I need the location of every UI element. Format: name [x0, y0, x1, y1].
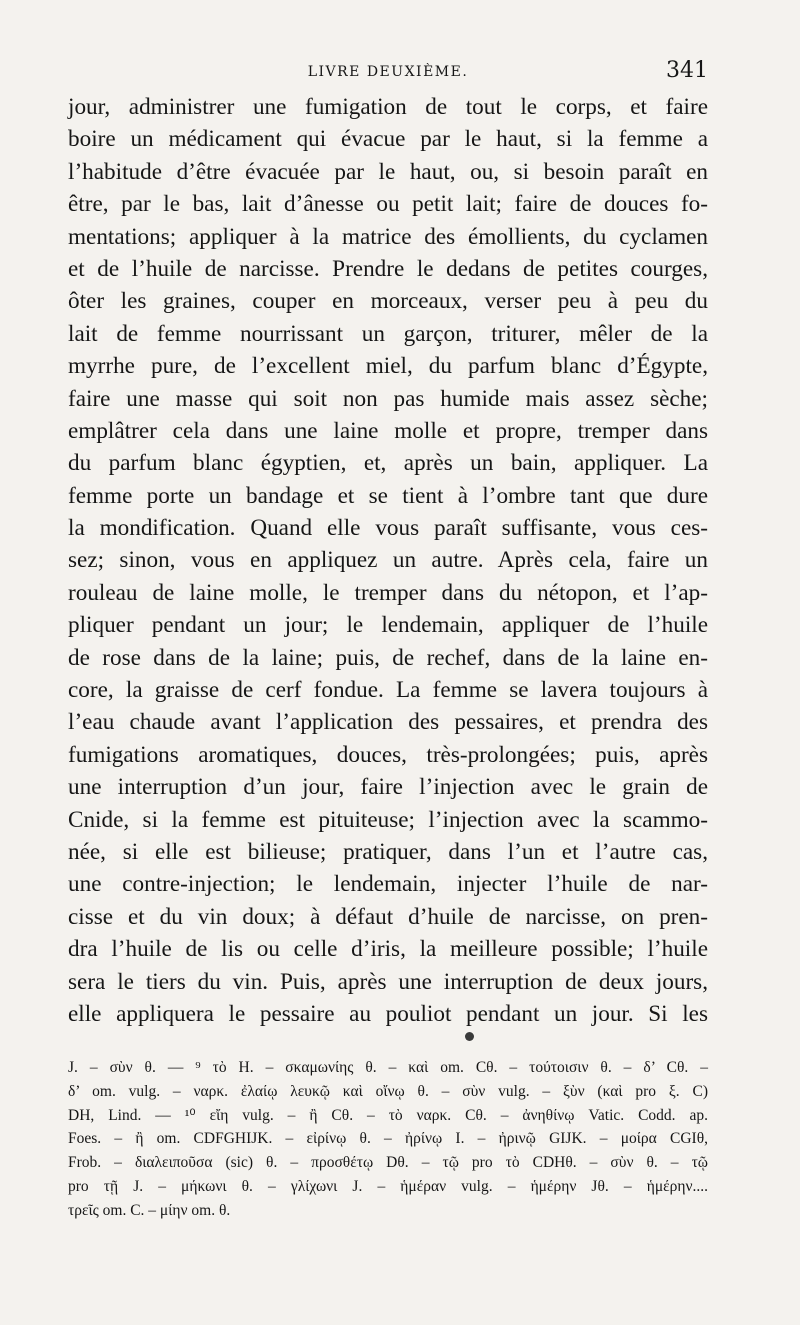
- page-number: 341: [666, 58, 708, 83]
- ink-spot: [465, 1032, 474, 1041]
- text-line: faire une masse qui soit non pas humide mais assez sèche;: [68, 385, 708, 412]
- text-line: emplâtrer cela dans une laine molle et propre, tremper dans: [68, 417, 708, 444]
- text-line: du parfum blanc égyptien, et, après un bain, appliquer. La: [68, 450, 708, 477]
- text-line: myrrhe pure, de l’excellent miel, du parfum blanc d’Égypte,: [68, 353, 708, 380]
- text-line: dra l’huile de lis ou celle d’iris, la meilleure possible; l’huile: [68, 936, 708, 963]
- text-line: la mondification. Quand elle vous paraît suffisante, vous ces-: [68, 515, 708, 542]
- text-line: et de l’huile de narcisse. Prendre le dedans de petites courges,: [68, 255, 708, 282]
- text-line: elle appliquera le pessaire au pouliot pendant un jour. Si les: [68, 1000, 708, 1027]
- running-title: LIVRE DEUXIÈME.: [307, 64, 469, 80]
- text-line: femme porte un bandage et se tient à l’ombre tant que dure: [68, 482, 708, 509]
- footnote-line: DH, Lind. — ¹⁰ εἴη vulg. – ἢ Cθ. – τὸ ναρκ. Cθ. – ἀνηθίνῳ Vatic. Codd. ap.: [68, 1106, 708, 1124]
- footnotes: [68, 1056, 708, 1223]
- text-line: sez; sinon, vous en appliquez un autre. Après cela, faire un: [68, 547, 708, 574]
- footnote-line: Frob. – διαλειποῦσα (sic) θ. – προσθέτῳ Dθ. – τῷ pro τὸ CDHθ. – σὺν θ. – τῷ: [68, 1154, 708, 1172]
- text-line: être, par le bas, lait d’ânesse ou petit lait; faire de douces fo-: [68, 191, 708, 218]
- text-line: jour, administrer une fumigation de tout le corps, et faire: [68, 94, 708, 120]
- text-line: rouleau de laine molle, le tremper dans du nétopon, et l’ap-: [68, 579, 708, 606]
- page-header: [68, 58, 708, 88]
- footnote-line: δ’ om. vulg. – ναρκ. ἐλαίῳ λευκῷ καὶ οἴνῳ θ. – σὺν vulg. – ξὺν (καὶ pro ξ. C): [68, 1082, 708, 1100]
- footnote-line: J. – σὺν θ. — ⁹ τὸ H. – σκαμωνίης θ. – καὶ om. Cθ. – τούτοισιν θ. – δ’ Cθ. –: [68, 1059, 708, 1076]
- text-line: fumigations aromatiques, douces, très-prolongées; puis, après: [68, 741, 708, 768]
- text-line: cisse et du vin doux; à défaut d’huile de narcisse, on pren-: [68, 903, 708, 930]
- text-line: mentations; appliquer à la matrice des émollients, du cyclamen: [68, 223, 708, 250]
- text-line: lait de femme nourrissant un garçon, triturer, mêler de la: [68, 320, 708, 347]
- text-line: pliquer pendant un jour; le lendemain, appliquer de l’huile: [68, 612, 708, 639]
- footnote-line: Foes. – ἢ om. CDFGHIJK. – εἰρίνῳ θ. – ἠρίνῳ I. – ἠρινῷ GIJK. – μοίρα CGIθ,: [68, 1130, 708, 1148]
- text-line: Cnide, si la femme est pituiteuse; l’injection avec la scammo-: [68, 806, 708, 833]
- text-line: boire un médicament qui évacue par le haut, si la femme a: [68, 126, 708, 153]
- text-line: sera le tiers du vin. Puis, après une interruption de deux jours,: [68, 968, 708, 995]
- text-line: ôter les graines, couper en morceaux, verser peu à peu du: [68, 288, 708, 315]
- text-line: de rose dans de la laine; puis, de rechef, dans de la laine en-: [68, 644, 708, 671]
- text-line: née, si elle est bilieuse; pratiquer, dans l’un et l’autre cas,: [68, 838, 708, 865]
- text-line: l’habitude d’être évacuée par le haut, ou, si besoin paraît en: [68, 158, 708, 185]
- main-text: [68, 91, 708, 1030]
- text-line: l’eau chaude avant l’application des pessaires, et prendra des: [68, 709, 708, 736]
- footnote-line: τρεῖς om. C. – μίην om. θ.: [68, 1201, 231, 1219]
- text-line: core, la graisse de cerf fondue. La femme se lavera toujours à: [68, 677, 708, 704]
- footnote-line: pro τῇ J. – μήκωνι θ. – γλίχωνι J. – ἡμέραν vulg. – ἡμέρην Jθ. – ἡμέρην....: [68, 1177, 708, 1195]
- text-line: une interruption d’un jour, faire l’injection avec le grain de: [68, 774, 708, 801]
- text-line: une contre-injection; le lendemain, injecter l’huile de nar-: [68, 871, 708, 898]
